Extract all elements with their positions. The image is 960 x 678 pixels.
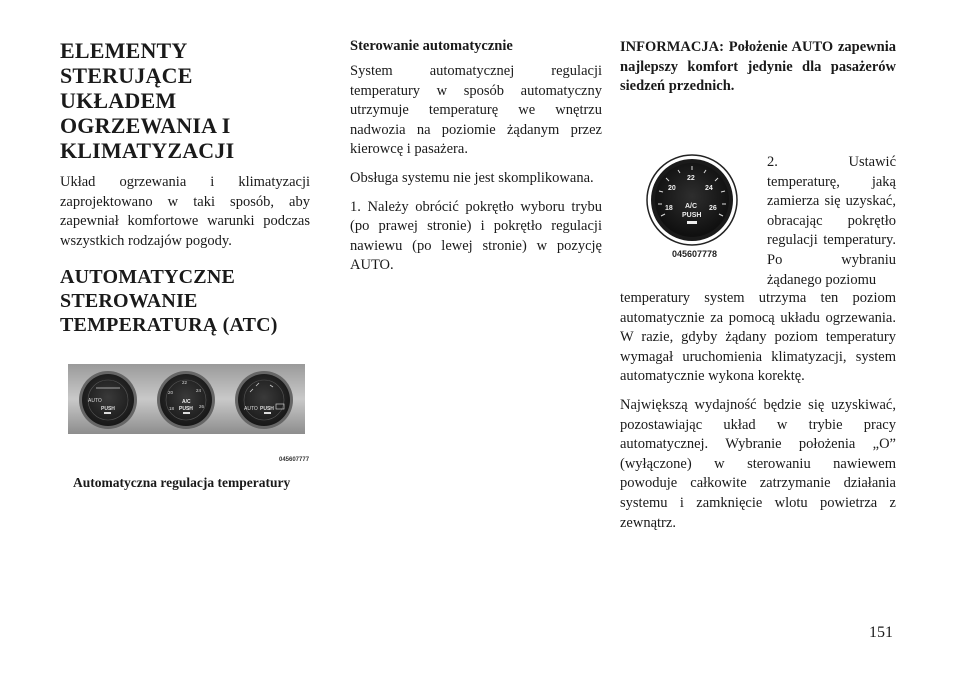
knob-ac-label: A/C	[685, 203, 698, 210]
mode-knob-auto-label: AUTO	[244, 406, 258, 412]
step-2-continuation-block	[620, 289, 896, 542]
knob-indicator-light	[687, 221, 697, 224]
climate-control-panel-figure	[68, 364, 305, 434]
temp-knob-24: 24	[196, 388, 202, 393]
fan-knob	[79, 371, 137, 429]
knob-temp-18: 18	[665, 205, 673, 212]
efficiency-paragraph: Największą wydajność będzie się uzyskiwać, pozostawiając układ w trybie pracy automatycznej. Wybranie położenia „O” (wyłączone) w sterowaniu nawiewem powoduje całkowite zatrzymanie działania systemu i zamknięcie wlotu powietrza z zewnątrz.	[620, 396, 896, 531]
figure2-code: 045607778	[672, 249, 718, 259]
left-column	[60, 34, 310, 337]
temp-knob-22: 22	[182, 380, 188, 385]
knob-temp-26: 26	[709, 205, 717, 212]
knob-temp-20: 20	[668, 185, 676, 192]
info-note: INFORMACJA: Położenie AUTO zapewnia najlepszy komfort jedynie dla pasażerów siedzeń przednich.	[620, 39, 896, 95]
right-column	[620, 34, 896, 97]
temp-knob-18: 18	[169, 406, 175, 411]
mode-knob-push-label: PUSH	[260, 406, 274, 412]
subhead-automatic: Sterowanie automatycznie	[350, 38, 513, 54]
knob-push-label: PUSH	[682, 212, 702, 219]
step-1: 1. Należy obrócić pokrętło wyboru trybu (po prawej stronie) i pokrętło regulacji nawiewu (po lewej stronie) w pozycję AUTO.	[350, 198, 602, 274]
temp-knob-ac: A/C	[182, 399, 191, 405]
figure1-code: 045607777	[279, 457, 310, 463]
fan-knob-auto-label: AUTO	[88, 398, 102, 404]
figure1-caption: Automatyczna regulacja temperatury	[73, 475, 291, 490]
temperature-knob-figure	[645, 148, 740, 248]
temp-knob-push: PUSH	[179, 406, 193, 412]
page-number: 151	[869, 624, 893, 641]
temp-knob-20: 20	[168, 390, 174, 395]
middle-column	[350, 34, 602, 285]
section-title-heating: ELEMENTY STERUJĄCE UKŁADEM OGRZEWANIA I KLIMATYZACJI	[60, 38, 235, 163]
section-title-atc: AUTOMATYCZNE STEROWANIE TEMPERATURĄ (ATC)	[60, 266, 278, 337]
step-2: 2. Ustawić temperaturę, jaką zamierza się uzyskać, obracając pokrętło regulacji temperatury. Po wybraniu żądanego poziomu	[767, 154, 896, 288]
intro-paragraph: Układ ogrzewania i klimatyzacji zaprojektowano w taki sposób, aby zapewniał komfortowe warunki podczas wszystkich rodzajów pogody.	[60, 174, 310, 249]
simplicity-note: Obsługa systemu nie jest skomplikowana.	[350, 169, 594, 186]
mode-knob	[235, 371, 293, 429]
auto-description: System automatycznej regulacji temperatury w sposób automatyczny utrzymuje temperaturę we wnętrzu nadwozia na poziomie żądanym przez kierowcę i pasażera.	[350, 63, 602, 158]
knob-temp-24: 24	[705, 185, 713, 192]
temperature-knob	[157, 371, 215, 429]
temp-knob-26: 26	[199, 404, 205, 409]
knob-temp-22: 22	[687, 175, 695, 182]
step-2-continuation: temperatury system utrzyma ten poziom automatycznie za pomocą układu ogrzewania. W razie, gdyby żądany poziom temperatury wymagał uruchomienia klimatyzacji, system automatycznie wykona korektę.	[620, 290, 896, 385]
step-2-block	[767, 153, 896, 290]
fan-knob-push-label: PUSH	[101, 406, 115, 412]
